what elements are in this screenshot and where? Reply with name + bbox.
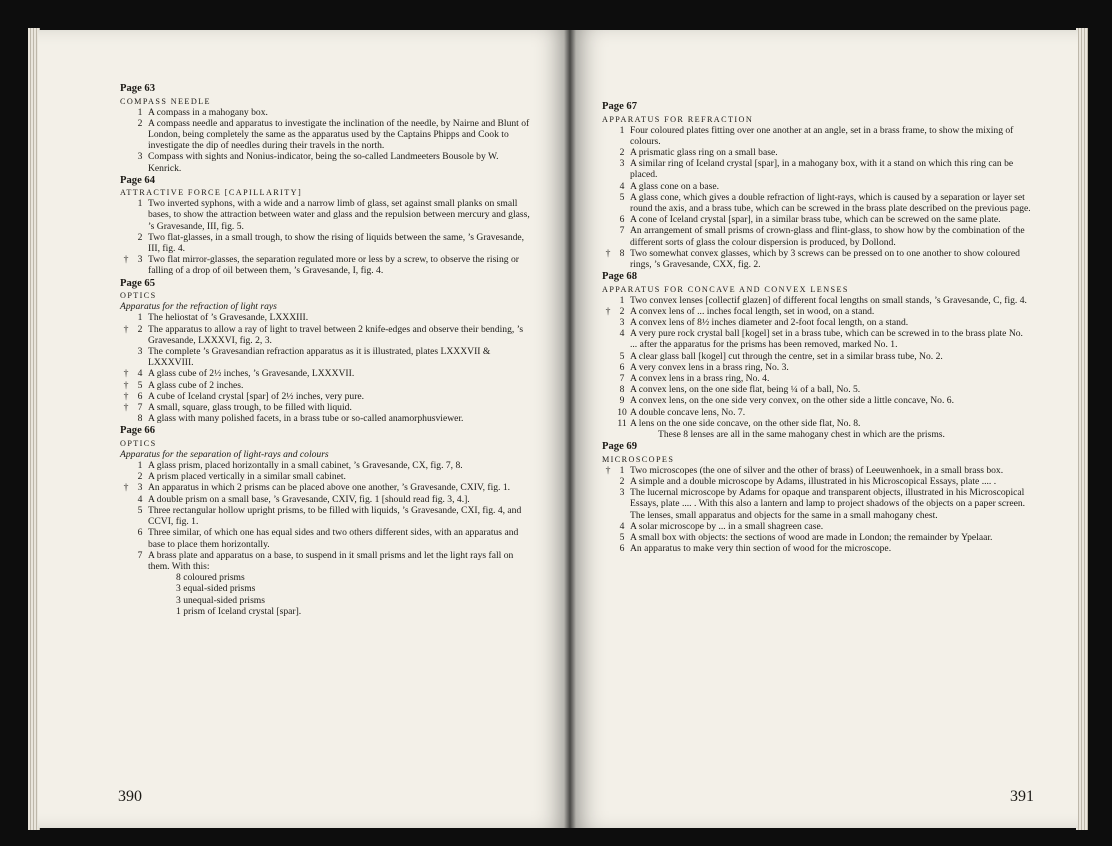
item-text: Two somewhat convex glasses, which by 3 screws can be pressed on to one another to show coloured rings, ’s Gravesande, CXX, fig. 2. (630, 247, 1020, 270)
item-number: 2 (137, 323, 143, 335)
item-text: A similar ring of Iceland crystal [spar], in a mahogany box, with it a stand on which this ring can be placed. (630, 158, 1014, 181)
item-number: 5 (619, 191, 625, 203)
list-item (602, 362, 1032, 373)
dagger-mark (602, 317, 614, 328)
item-number: 5 (137, 379, 143, 391)
item-text: Compass with sights and Nonius-indicator, being the so-called Landmeeters Bousole by W. Kenrick. (148, 151, 499, 174)
list-item (602, 351, 1032, 362)
item-text: A small box with objects: the sections of wood are made in London; the remainder by Ypelaar. (630, 532, 993, 543)
list-item (120, 324, 530, 346)
list-item (602, 248, 1032, 270)
list-item (120, 482, 530, 493)
page-number-left: 390 (118, 788, 142, 805)
list-item (120, 494, 530, 505)
list-item (602, 373, 1032, 384)
item-number: 7 (137, 401, 143, 413)
page-heading: Page 67 (602, 101, 638, 112)
dagger-mark: † (123, 390, 129, 402)
dagger-mark (602, 328, 614, 350)
list-item (602, 225, 1032, 247)
dagger-mark (120, 460, 132, 471)
item-text: A simple and a double microscope by Adams, illustrated in his Microscopical Essays, plate .... . (630, 475, 997, 487)
dagger-mark: † (605, 247, 611, 259)
dagger-mark (602, 158, 614, 180)
left-page-text (120, 82, 530, 617)
sub-list-item: 3 unequal-sided prisms (176, 594, 265, 606)
page-heading: Page 68 (602, 271, 638, 283)
item-number: 5 (619, 532, 625, 543)
dagger-mark (602, 295, 614, 306)
dagger-mark (602, 125, 614, 147)
dagger-mark (602, 521, 614, 532)
section-heading: ATTRACTIVE FORCE [CAPILLARITY] (120, 188, 303, 198)
section-heading: MICROSCOPES (602, 454, 675, 464)
item-number: 4 (137, 493, 143, 505)
item-text: An apparatus in which 2 prisms can be placed above one another, ’s Gravesande, CXIV, fig. 1. (148, 482, 511, 494)
item-number: 6 (619, 361, 625, 373)
page-heading: Page 65 (120, 277, 156, 289)
list-item (120, 550, 530, 572)
dagger-mark (120, 312, 132, 323)
list-item (602, 418, 1032, 429)
dagger-mark (120, 232, 132, 254)
item-text: A prism placed vertically in a similar small cabinet. (148, 471, 346, 483)
item-text: A glass cube of 2 inches. (148, 379, 244, 391)
item-text: A convex lens in a brass ring, No. 4. (630, 373, 770, 385)
item-text: Four coloured plates fitting over one another at an angle, set in a brass frame, to show the mixing of colours. (630, 124, 1014, 147)
item-number: 3 (137, 254, 143, 266)
item-text: A cone of Iceland crystal [spar], in a similar brass tube, which can be screwed on the same plate. (630, 214, 1001, 226)
list-item (120, 391, 530, 402)
list-item (602, 328, 1032, 350)
list-item (602, 158, 1032, 180)
dagger-mark (602, 395, 614, 406)
item-number: 11 (617, 417, 627, 429)
list-item (602, 465, 1032, 476)
page-heading: Page 66 (120, 425, 156, 437)
open-book (28, 22, 1088, 832)
item-text: A compass in a mahogany box. (148, 106, 268, 118)
section-heading: OPTICS (120, 438, 157, 448)
item-number: 8 (619, 247, 625, 259)
item-text: Two convex lenses [collectif glazen] of different focal lengths on small stands, ’s Gravesande, C, fig. 4. (630, 294, 1027, 306)
item-text: A glass prism, placed horizontally in a small cabinet, ’s Gravesande, CX, fig. 7, 8. (148, 460, 463, 472)
dagger-mark (602, 532, 614, 543)
right-page (570, 30, 1078, 828)
list-item (602, 295, 1032, 306)
list-item (602, 543, 1032, 554)
item-number: 1 (619, 294, 625, 306)
page-number-right: 391 (1010, 788, 1034, 805)
item-number: 5 (619, 350, 625, 362)
list-item (602, 192, 1032, 214)
item-text: A glass cube of 2½ inches, ’s Gravesande, LXXXVII. (148, 368, 355, 380)
item-number: 1 (137, 312, 143, 324)
list-item (120, 151, 530, 173)
item-number: 8 (137, 413, 143, 425)
item-number: 1 (137, 460, 143, 472)
item-number: 4 (137, 368, 143, 380)
list-item (120, 368, 530, 379)
item-text: The complete ’s Gravesandian refraction apparatus as it is illustrated, plates LXXXVII & LXXXVIII. (148, 345, 491, 369)
dagger-mark (602, 362, 614, 373)
item-text: A glass cone, which gives a double refraction of light-rays, which is caused by a separation or layer set round the axis, and a brass tube, which can be screwed in the brass plate described on the previous page. (630, 191, 1031, 214)
dagger-mark (120, 494, 132, 505)
dagger-mark: † (123, 323, 129, 335)
item-number: 1 (137, 198, 143, 210)
section-heading: COMPASS NEEDLE (120, 96, 211, 106)
item-number: 3 (137, 482, 143, 494)
sub-list-item: 3 equal-sided prisms (176, 583, 256, 595)
item-text: Two flat mirror-glasses, the separation regulated more or less by a screw, to observe the rising or falling of a drop of oil between them, ’s Gravesande, I, fig. 4. (148, 254, 519, 277)
item-number: 6 (619, 543, 625, 555)
list-item (120, 413, 530, 424)
dagger-mark (602, 373, 614, 384)
item-text: A double prism on a small base, ’s Gravesande, CXIV, fig. 1 [should read fig. 3, 4.]. (148, 493, 470, 505)
dagger-mark (120, 151, 132, 173)
right-page-text (602, 100, 1032, 554)
item-number: 4 (619, 328, 625, 340)
item-text: The heliostat of ’s Gravesande, LXXXIII. (148, 312, 309, 324)
subsection-heading: Apparatus for the separation of light-rays and colours (120, 448, 329, 460)
item-text: A cube of Iceland crystal [spar] of 2½ inches, very pure. (148, 390, 365, 402)
page-heading: Page 64 (120, 174, 156, 186)
sub-list-item: 8 coloured prisms (176, 572, 245, 584)
list-item (602, 395, 1032, 406)
section-heading: OPTICS (120, 291, 157, 301)
item-number: 1 (137, 106, 143, 118)
item-text: An apparatus to make very thin section of wood for the microscope. (630, 543, 892, 555)
item-number: 9 (619, 395, 625, 407)
item-text: A small, square, glass trough, to be filled with liquid. (148, 401, 352, 413)
list-item (602, 532, 1032, 543)
item-text: A glass cone on a base. (630, 180, 719, 192)
item-number: 3 (619, 487, 625, 499)
dagger-mark: † (605, 305, 611, 317)
list-item (602, 125, 1032, 147)
list-item (602, 306, 1032, 317)
dagger-mark (120, 346, 132, 368)
item-text: A compass needle and apparatus to investigate the inclination of the needle, by Nairne and Blunt of London, being completely the same as the apparatus used by the Captains Phipps and Cook to investigate the dip of needles during their travels in the north. (148, 117, 530, 152)
item-number: 2 (619, 475, 625, 487)
item-text: A convex lens of ... inches focal length, set in wood, on a stand. (630, 305, 875, 317)
item-text: An arrangement of small prisms of crown-glass and flint-glass, to show how by the combination of the different sorts of glass the colour dispersion is produced, by Dollond. (630, 225, 1025, 248)
dagger-mark (120, 527, 132, 549)
item-number: 3 (619, 317, 625, 329)
list-item (120, 346, 530, 368)
dagger-mark (120, 198, 132, 232)
item-number: 2 (137, 471, 143, 483)
item-number: 2 (137, 117, 143, 129)
list-item (602, 407, 1032, 418)
list-item (120, 312, 530, 323)
item-number: 3 (619, 158, 625, 170)
item-text: The apparatus to allow a ray of light to travel between 2 knife-edges and observe their bending, ’s Gravesande, LXXXVI, fig. 2, 3. (148, 323, 524, 346)
item-number: 4 (619, 520, 625, 532)
item-text: Two microscopes (the one of silver and the other of brass) of Leeuwenhoek, in a small brass box. (630, 464, 1004, 476)
list-item (120, 254, 530, 276)
dagger-mark (602, 476, 614, 487)
item-text: Two inverted syphons, with a wide and a narrow limb of glass, set against small planks on small bases, to show the attraction between water and glass and the repulsion between mercury and glass, ’s Gravesande, III, fig. 5. (148, 198, 530, 232)
item-number: 5 (137, 504, 143, 516)
dagger-mark: † (123, 401, 129, 413)
dagger-mark (602, 351, 614, 362)
dagger-mark (120, 505, 132, 527)
dagger-mark: † (123, 368, 129, 380)
item-text: A very pure rock crystal ball [kogel] set in a brass tube, which can be screwed in to the brass plate No. ... after the apparatus for the prisms has been removed, marked No. 1. (630, 328, 1023, 351)
dagger-mark (602, 214, 614, 225)
item-text: A solar microscope by ... in a small shagreen case. (630, 520, 824, 532)
item-text: A convex lens, on the one side very convex, on the other side a little concave, No. 6. (630, 395, 954, 407)
note-text: These 8 lenses are all in the same mahogany chest in which are the prisms. (658, 429, 945, 441)
item-text: A prismatic glass ring on a small base. (630, 146, 778, 158)
dagger-mark (602, 543, 614, 554)
section-heading: APPARATUS FOR REFRACTION (602, 114, 754, 124)
list-item (120, 402, 530, 413)
item-number: 4 (619, 180, 625, 192)
item-text: Two flat-glasses, in a small trough, to show the rising of liquids between the same, ’s Gravesande, III, fig. 4. (148, 231, 525, 255)
book-gutter (564, 30, 576, 828)
dagger-mark (120, 550, 132, 572)
list-item (602, 521, 1032, 532)
item-number: 7 (619, 373, 625, 385)
dagger-mark (602, 418, 614, 429)
item-number: 2 (619, 305, 625, 317)
dagger-mark: † (123, 379, 129, 391)
dagger-mark (120, 413, 132, 424)
item-text: A lens on the one side concave, on the other side flat, No. 8. (630, 417, 861, 429)
list-item (120, 460, 530, 471)
left-page (38, 30, 570, 828)
dagger-mark: † (605, 464, 611, 476)
page-heading: Page 69 (602, 441, 638, 453)
list-item (120, 107, 530, 118)
item-text: A very convex lens in a brass ring, No. 3. (630, 361, 789, 373)
list-item (120, 118, 530, 152)
item-number: 7 (619, 225, 625, 237)
sub-list-item: 1 prism of Iceland crystal [spar]. (176, 605, 302, 617)
item-number: 8 (619, 384, 625, 396)
item-number: 2 (137, 231, 143, 243)
list-item (120, 527, 530, 549)
dagger-mark: † (123, 254, 129, 266)
list-item (602, 317, 1032, 328)
list-item (120, 198, 530, 232)
item-number: 10 (617, 406, 627, 418)
item-text: A double concave lens, No. 7. (630, 406, 746, 418)
dagger-mark: † (123, 482, 129, 494)
dagger-mark (602, 147, 614, 158)
item-number: 6 (619, 214, 625, 226)
item-text: A convex lens, on the one side flat, being ¼ of a ball, No. 5. (630, 384, 861, 396)
item-text: A glass with many polished facets, in a brass tube or so-called anamorphusviewer. (148, 413, 464, 425)
dagger-mark (602, 225, 614, 247)
item-number: 2 (619, 146, 625, 158)
list-item (120, 380, 530, 391)
item-text: A clear glass ball [kogel] cut through the centre, set in a similar brass tube, No. 2. (630, 350, 943, 362)
section-heading: APPARATUS FOR CONCAVE AND CONVEX LENSES (602, 284, 849, 294)
list-item (120, 471, 530, 482)
subsection-heading: Apparatus for the refraction of light rays (120, 301, 277, 313)
dagger-mark (602, 384, 614, 395)
item-number: 3 (137, 345, 143, 357)
item-text: The lucernal microscope by Adams for opaque and transparent objects, illustrated in his Microscopical Essays, plate .... . With this also a lantern and lamp to project shadows of the objects on a paper screen. The lenses, small apparatus and objects for the same in a small mahogany chest. (630, 487, 1026, 521)
item-number: 1 (619, 464, 625, 476)
dagger-mark (120, 107, 132, 118)
page-heading: Page 63 (120, 83, 156, 94)
item-text: A brass plate and apparatus on a base, to suspend in it small prisms and let the light rays fall on them. With this: (148, 549, 514, 572)
dagger-mark (602, 487, 614, 521)
dagger-mark (120, 471, 132, 482)
dagger-mark (602, 407, 614, 418)
item-number: 7 (137, 549, 143, 561)
list-item (602, 147, 1032, 158)
dagger-mark (602, 181, 614, 192)
dagger-mark (120, 118, 132, 152)
item-number: 3 (137, 151, 143, 163)
item-text: Three similar, of which one has equal sides and two others different sides, with an apparatus and base to place them horizontally. (148, 527, 519, 550)
dagger-mark (602, 192, 614, 214)
list-item (120, 505, 530, 527)
item-text: A convex lens of 8½ inches diameter and 2-foot focal length, on a stand. (630, 317, 909, 329)
item-number: 6 (137, 527, 143, 539)
list-item (602, 476, 1032, 487)
item-number: 6 (137, 390, 143, 402)
list-item (602, 487, 1032, 521)
list-item (602, 181, 1032, 192)
item-text: Three rectangular hollow upright prisms, to be filled with liquids, ’s Gravesande, CXI, fig. 4, and CCVI, fig. 1. (148, 504, 522, 528)
list-item (120, 232, 530, 254)
list-item (602, 384, 1032, 395)
item-number: 1 (619, 124, 625, 136)
list-item (602, 214, 1032, 225)
